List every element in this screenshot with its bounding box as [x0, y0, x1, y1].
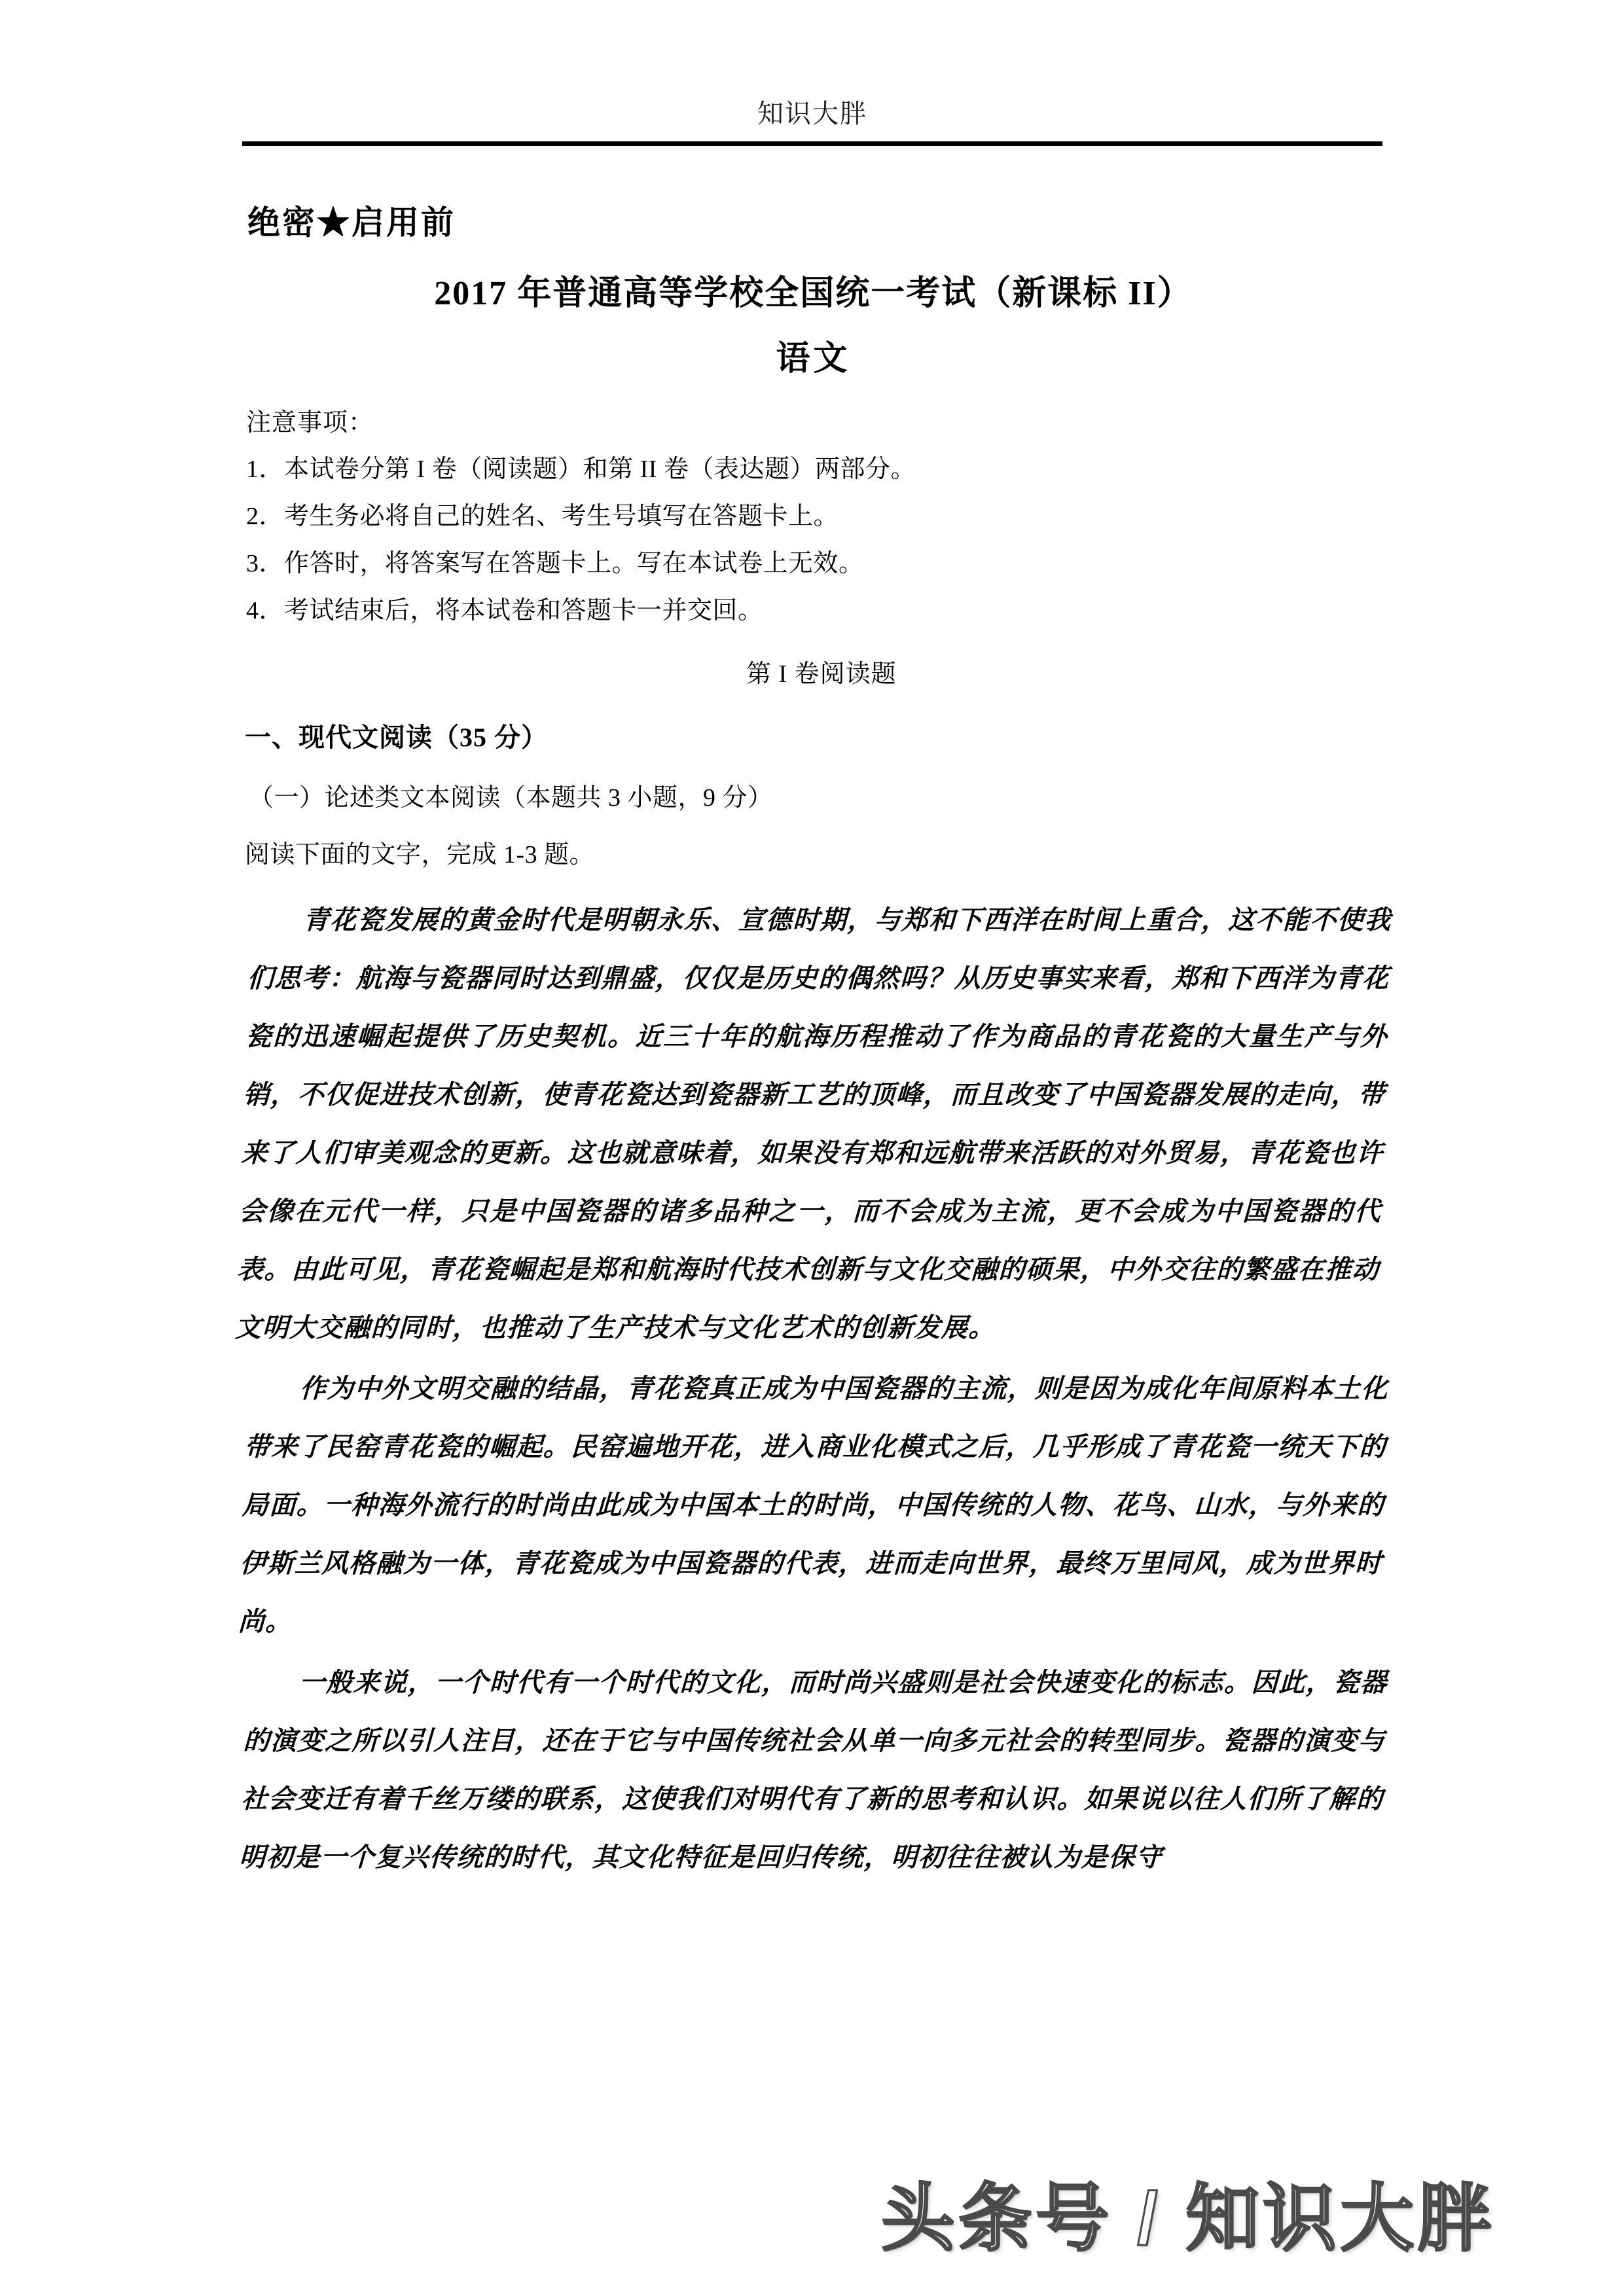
- exam-title: 2017 年普通高等学校全国统一考试（新课标 II）: [434, 274, 1193, 312]
- header-title: 知识大胖: [757, 99, 867, 128]
- notice-item: 2．考生务必将自己的姓名、考生号填写在答题卡上。: [246, 503, 839, 531]
- section-heading-modern-reading: 一、现代文阅读（35 分）: [245, 723, 548, 753]
- passage-paragraph: 作为中外文明交融的结晶，青花瓷真正成为中国瓷器的主流，则是因为成化年间原料本土化带来了民窑青花瓷的崛起。民窑遍地开花，进入商业化模式之后，几乎形成了青花瓷一统天下的局面。一种海外流行的时尚由此成为中国本土的时尚，中国传统的人物、花鸟、山水，与外来的伊斯兰风格融为一体，青花瓷成为中国瓷器的代表，进而走向世界，最终万里同风，成为世界时尚。: [237, 1373, 1390, 1638]
- passage-paragraph: 一般来说，一个时代有一个时代的文化，而时尚兴盛则是社会快速变化的标志。因此，瓷器的演变之所以引人注目，还在于它与中国传统社会从单一向多元社会的转型同步。瓷器的演变与社会变迁有着千丝万缕的联系，这使我们对明代有了新的思考和认识。如果说以往人们所了解的明初是一个复兴传统的时代，其文化特征是回归传统，明初往往被认为是保守: [238, 1667, 1388, 1873]
- notice-item: 3．作答时，将答案写在答题卡上。写在本试卷上无效。: [246, 549, 864, 577]
- subsection-heading-argumentative: （一）论述类文本阅读（本题共 3 小题，9 分）: [249, 784, 773, 812]
- page-header: [242, 98, 1382, 146]
- document-content: [234, 185, 1392, 1889]
- volume-heading: 第 I 卷阅读题: [746, 660, 897, 689]
- notice-heading: 注意事项：: [246, 409, 374, 437]
- passage-paragraph: 青花瓷发展的黄金时代是明朝永乐、宣德时期，与郑和下西洋在时间上重合，这不能不使我们思考：航海与瓷器同时达到鼎盛，仅仅是历史的偶然吗？从历史事实来看，郑和下西洋为青花瓷的迅速崛起提供了历史契机。近三十年的航海历程推动了作为商品的青花瓷的大量生产与外销，不仅促进技术创新，使青花瓷达到瓷器新工艺的顶峰，而且改变了中国瓷器发展的走向，带来了人们审美观念的更新。这也就意味着，如果没有郑和远航带来活跃的对外贸易，青花瓷也许会像在元代一样，只是中国瓷器的诸多品种之一，而不会成为主流，更不会成为中国瓷器的代表。由此可见，青花瓷崛起是郑和航海时代技术创新与文化交融的硕果，中外交往的繁盛在推动文明大交融的同时，也推动了生产技术与文化艺术的创新发展。: [234, 905, 1392, 1344]
- passage-body: [234, 891, 1392, 1886]
- notice-item: 1．本试卷分第 I 卷（阅读题）和第 II 卷（表达题）两部分。: [246, 456, 916, 484]
- header-divider: [242, 141, 1382, 146]
- exam-subject: 语文: [776, 340, 851, 378]
- notice-item: 4．考试结束后，将本试卷和答题卡一并交回。: [246, 596, 763, 624]
- notice-list: [242, 451, 1384, 630]
- watermark: 头条号 / 知识大胖: [881, 2178, 1495, 2259]
- confidential-notice: 绝密★启用前: [247, 204, 456, 241]
- reading-instruction: 阅读下面的文字，完成 1-3 题。: [245, 841, 595, 869]
